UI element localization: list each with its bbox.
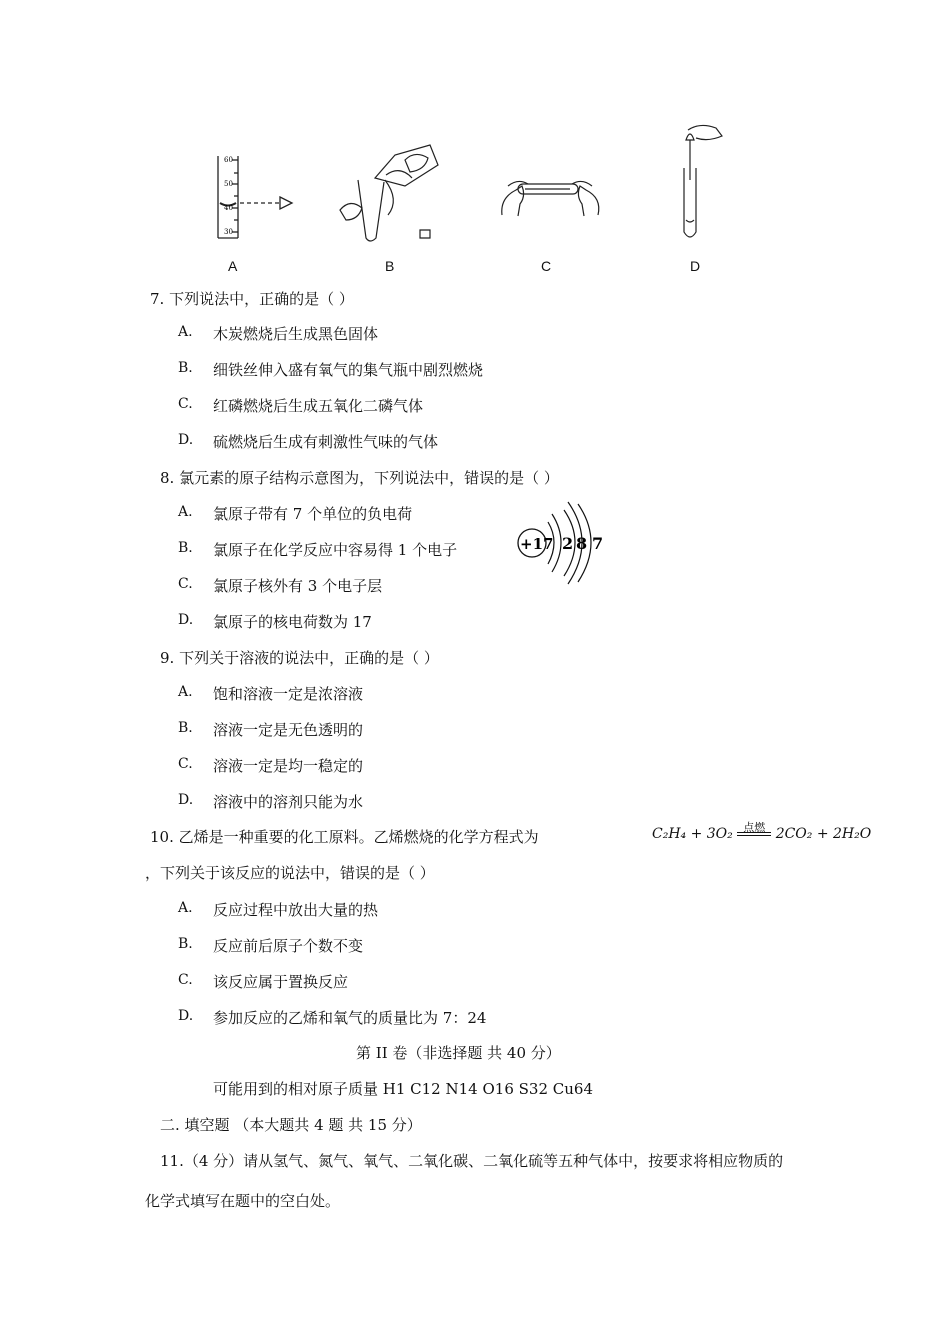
- q7-option-letter: C.: [178, 396, 193, 412]
- question-10-stem-cont: ，下列关于该反应的说法中，错误的是（ ）: [145, 864, 435, 882]
- relative-atomic-masses: 可能用到的相对原子质量 H1 C12 N14 O16 S32 Cu64: [213, 1080, 593, 1098]
- fill-in-section-heading: 二. 填空题 （本大题共 4 题 共 15 分）: [160, 1116, 422, 1134]
- q7-option-letter: A.: [178, 324, 193, 340]
- q10-option-letter: B.: [178, 936, 193, 952]
- q10-option-text: 参加反应的乙烯和氧气的质量比为 7：24: [213, 1009, 487, 1027]
- q10-option-letter: D.: [178, 1008, 194, 1024]
- reaction-condition: 点燃: [743, 821, 766, 834]
- q10-option-text: 反应过程中放出大量的热: [213, 901, 379, 919]
- q9-option-text: 溶液一定是无色透明的: [213, 721, 364, 739]
- shell-2-electrons: 8: [576, 534, 588, 553]
- question-11-line-1: 11.（4 分）请从氢气、氮气、氧气、二氧化碳、二氧化硫等五种气体中，按要求将相应物质的: [160, 1152, 784, 1170]
- q8-option-text: 氯原子的核电荷数为 17: [213, 613, 372, 631]
- figure-caption-c: C: [541, 258, 552, 274]
- tick-label: 50: [224, 180, 233, 188]
- question-8-stem: 8. 氯元素的原子结构示意图为，下列说法中，错误的是（ ）: [160, 469, 559, 487]
- q7-option-text: 硫燃烧后生成有刺激性气味的气体: [213, 433, 439, 451]
- q9-option-letter: B.: [178, 720, 193, 736]
- figure-caption-b: B: [385, 258, 395, 274]
- q10-option-text: 反应前后原子个数不变: [213, 937, 364, 955]
- question-11-line-2: 化学式填写在题中的空白处。: [145, 1192, 341, 1210]
- figure-b-pouring-liquid: [340, 145, 438, 241]
- nucleus-charge: +17: [520, 535, 554, 553]
- equation-right: 2CO₂ + 2H₂O: [775, 826, 872, 842]
- q7-option-text: 木炭燃烧后生成黑色固体: [213, 325, 379, 343]
- q10-option-letter: A.: [178, 900, 193, 916]
- q9-option-text: 溶液中的溶剂只能为水: [213, 793, 364, 811]
- tick-label: 60: [224, 156, 233, 164]
- q8-option-letter: B.: [178, 540, 193, 556]
- question-9-stem: 9. 下列关于溶液的说法中，正确的是（ ）: [160, 649, 439, 667]
- q10-option-text: 该反应属于置换反应: [213, 973, 349, 991]
- figure-caption-a: A: [228, 258, 238, 274]
- combustion-equation: [652, 821, 872, 842]
- shell-3-electrons: 7: [592, 534, 604, 553]
- figure-d-dropper-tube: [684, 125, 722, 237]
- section-2-title: 第 II 卷（非选择题 共 40 分）: [356, 1044, 561, 1062]
- figure-c-tube-hands: [502, 181, 599, 216]
- figure-caption-d: D: [690, 258, 701, 274]
- figure-a-cylinder-reading: [218, 156, 292, 238]
- q9-option-letter: C.: [178, 756, 193, 772]
- question-7-stem: 7. 下列说法中，正确的是（ ）: [150, 290, 354, 308]
- q7-option-text: 红磷燃烧后生成五氧化二磷气体: [213, 397, 424, 415]
- q8-option-text: 氯原子核外有 3 个电子层: [213, 577, 383, 595]
- q8-option-letter: C.: [178, 576, 193, 592]
- q7-option-letter: B.: [178, 360, 193, 376]
- shell-1-electrons: 2: [562, 534, 574, 553]
- q8-option-text: 氯原子在化学反应中容易得 1 个电子: [213, 541, 458, 559]
- q7-option-letter: D.: [178, 432, 194, 448]
- equation-left: C₂H₄ + 3O₂: [652, 826, 733, 842]
- experiment-figures: [200, 120, 760, 250]
- q9-option-text: 饱和溶液一定是浓溶液: [213, 685, 364, 703]
- q7-option-text: 细铁丝伸入盛有氧气的集气瓶中剧烈燃烧: [213, 361, 484, 379]
- chlorine-atom-diagram: [512, 496, 612, 592]
- q8-option-letter: D.: [178, 612, 194, 628]
- tick-label: 30: [224, 228, 233, 236]
- q9-option-letter: A.: [178, 684, 193, 700]
- q10-option-letter: C.: [178, 972, 193, 988]
- q8-option-text: 氯原子带有 7 个单位的负电荷: [213, 505, 413, 523]
- q8-option-letter: A.: [178, 504, 193, 520]
- equation-arrow: [737, 821, 771, 842]
- q9-option-letter: D.: [178, 792, 194, 808]
- q9-option-text: 溶液一定是均一稳定的: [213, 757, 364, 775]
- question-10-stem: 10. 乙烯是一种重要的化工原料。乙烯燃烧的化学方程式为: [150, 828, 539, 846]
- tick-label: 40: [224, 204, 233, 212]
